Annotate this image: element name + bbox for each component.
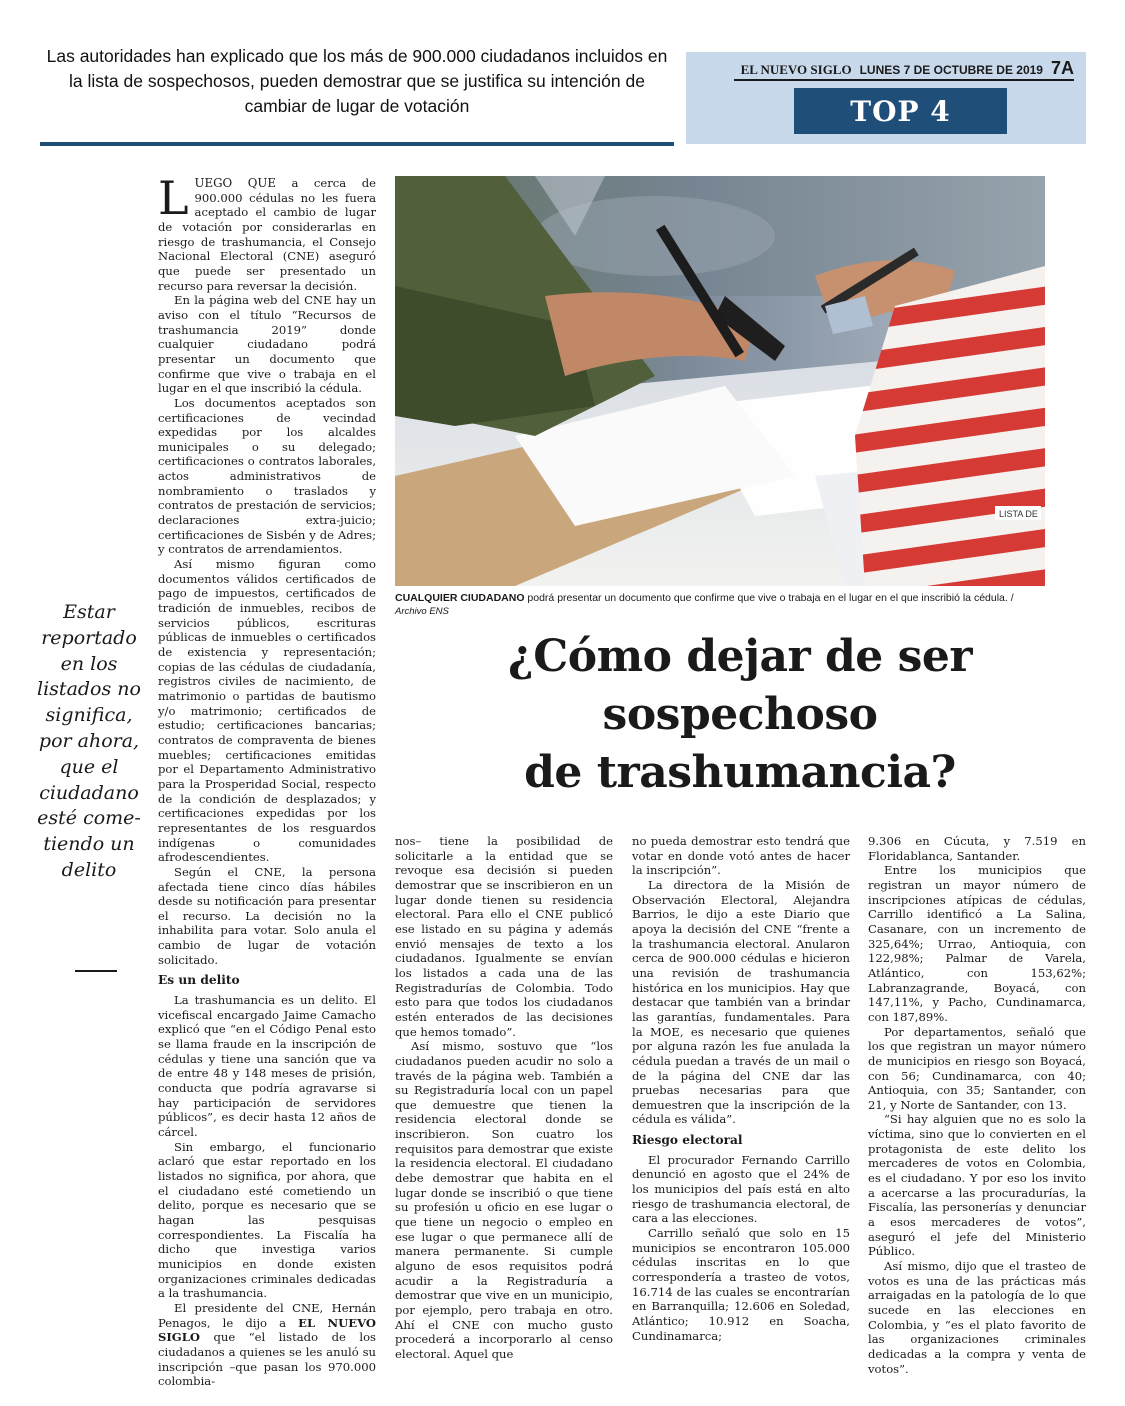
text-span: El presidente del CNE, Hernán Penagos, le dijo a — [158, 1300, 376, 1330]
issue-date: LUNES 7 DE OCTUBRE DE 2019 — [859, 63, 1043, 77]
subhead-es-un-delito: Es un delito — [158, 973, 240, 988]
drop-cap: L — [158, 171, 189, 225]
article-column-3 — [632, 834, 850, 1343]
body-paragraph: El procurador Fernando Carrillo denunció en agosto que el 24% de los municipios del país está en alto riesgo de trashumancia electoral, de cara a las elecciones. — [632, 1152, 850, 1226]
body-paragraph: La directora de la Misión de Observación Electoral, Alejandra Barrios, le dijo a este Diario que apoya la decisión del CNE “frente a la trashumancia electoral. Anularon cerca de 900.000 cédulas e hicieron una revisión de trashumancia histórica en los municipios. Hay que destacar que también van a brindar las garantías, fundamentales. Para la MOE, es necesario que quienes por alguna razón les fue anulada la cédula puedan a través de un mail o de la página del CNE dar las pruebas necesarias para que demuestren que la inscripción de la cédula es válida”. — [632, 877, 850, 1127]
masthead-divider — [734, 79, 1074, 81]
text-span: que “el listado de los ciudadanos a quienes se les anuló su inscripción –que pasan los 970.000 colombia- — [158, 1330, 376, 1389]
headline-line: ¿Cómo dejar de ser — [507, 631, 973, 682]
lead-caps: UEGO QUE — [194, 176, 276, 190]
body-paragraph: Por departamentos, señaló que los que registran un mayor número de municipios en riesgo son Boyacá, con 56; Cundinamarca, con 40; Antioquia, con 35; Santander, con 21, y Norte de Santander, con 13. — [868, 1024, 1086, 1112]
caption-lead: CUALQUIER CIUDADANO — [395, 592, 525, 604]
body-paragraph: 9.306 en Cúcuta, y 7.519 en Floridablanca, Santander. — [868, 834, 1086, 863]
newspaper-name: EL NUEVO SIGLO — [740, 62, 852, 77]
photo-caption — [395, 592, 1085, 618]
article-column-4 — [868, 834, 1086, 1376]
body-paragraph: Entre los municipios que registran un mayor número de inscripciones atípicas de cédulas, Carrillo identificó a La Salina, Casanare, con un incremento de 325,64%; Urrao, Antioquia, con 122,98%; Palmar de Varela, Atlántico, con 153,62%; Labranzagrande, Boyacá, con 147,11%, y Pacho, Cundinamarca, con 187,89%. — [868, 863, 1086, 1024]
photo-illustration — [395, 176, 1045, 586]
article-column-1 — [158, 171, 377, 1389]
article-photo — [395, 176, 1045, 586]
section-badge: TOP 4 — [794, 88, 1007, 134]
body-paragraph: no pueda demostrar esto tendrá que votar en donde votó antes de hacer la inscripción”. — [632, 834, 850, 878]
body-paragraph: Así mismo, dijo que el trasteo de votos es una de las prácticas más arraigadas en la patología de lo que sucede en las elecciones en Colombia, y “es el plato favorito de las organizaciones criminales dedicadas a la compra y venta de votos”. — [868, 1259, 1086, 1376]
body-paragraph: Los documentos aceptados son certificaciones de vecindad expedidas por los alcaldes municipales o su delegado; certificaciones o contratos laborales, actos administrativos de nombramiento o traslados y contratos de prestación de servicios; declaraciones extra-juicio; certificaciones de Sisbén y de Adres; y contratos de arrendamientos. — [158, 395, 376, 557]
body-paragraph: Así mismo, sostuvo que “los ciudadanos pueden acudir no solo a través de la página web. También a su Registraduría local con un papel que demuestre que tienen la residencia electoral donde se inscribieron. Son cuatro los requisitos para demostrar que existe la residencia electoral. El ciudadano debe demostrar que habita en el lugar donde se inscribió o que tiene su profesión u oficio en ese lugar o que tiene un negocio o empleo en ese lugar o que permanece allí de manera permanente. Si cumple alguno de esos requisitos podrá acudir a la Registraduría a demostrar que vive en un municipio, por ejemplo, pero trabaja en otro. Ahí el CNE con mucho gusto procederá a incorporarlo al censo electoral. Aquel que — [395, 1039, 613, 1361]
photo-sheet-label: LISTA DE — [999, 509, 1038, 519]
subhead-riesgo-electoral: Riesgo electoral — [632, 1133, 743, 1148]
body-paragraph: Carrillo señaló que solo en 15 municipios se encontraron 105.000 cédulas inscritas en lo que correspondería a trasteo de votos, 16.714 de las cuales se encontrarían en Barranquilla; 12.606 en Soledad, Atlántico; 10.912 en Soacha, Cundinamarca; — [632, 1226, 850, 1343]
lead-text: a cerca de 900.000 cédulas no les fuera aceptado el cambio de lugar de votación por considerarlas en riesgo de trashumancia, el Consejo Nacional Electoral (CNE) aseguró que puede ser presentado un recurso para reversar la decisión. — [158, 176, 377, 293]
lead-paragraph — [158, 171, 377, 293]
newspaper-mention: EL NUEVO SIGLO — [158, 1315, 376, 1345]
body-paragraph: “Si hay alguien que no es solo la víctima, sino que lo convierten en el protagonista de este delito los mercaderes de votos en Colombia, es el ciudadano. Y por eso los invito a acercarse a las procuradurías, la Fiscalía, las personerías y denunciar a esos mercaderes de votos”, aseguró el jefe del Ministerio Público. — [868, 1112, 1086, 1259]
headline-line: sospechoso — [602, 689, 878, 740]
body-paragraph: Así mismo figuran como documentos válidos certificados de pago de impuestos, certificados de tradición de inmuebles, recibos de servicios públicos, escrituras públicas de inmuebles o certificados de existencia y representación; copias de las cédulas de ciudadanía, registros civiles de nacimiento, de matrimonio o partidas de bautismo y/o matrimonio; certificados de estudio; certificaciones bancarias; contratos de compraventa de bienes muebles; certificaciones emitidas por el Departamento Administrativo para la Prosperidad Social, respecto de la condición de desplazados; y certificaciones expedidas por los representantes de los resguardos indígenas o comunidades afrodescendientes. — [158, 557, 376, 865]
pull-quote: Estar reportado en los listados no significa, por ahora, que el ciudadano esté come-tiendo un delito — [37, 601, 141, 881]
masthead-folio — [734, 58, 1074, 80]
body-paragraph: En la página web del CNE hay un aviso con el título “Recursos de trashumancia 2019” donde cualquier ciudadano podrá presentar un documento que confirme que vive o trabaja en el lugar en el que inscribió la cédula. — [158, 293, 376, 396]
article-column-2 — [395, 834, 613, 1362]
deck-divider — [40, 142, 674, 146]
article-deck: Las autoridades han explicado que los más de 900.000 ciudadanos incluidos en la lista de sospechosos, pueden demostrar que se justifica su intención de cambiar de lugar de votación — [46, 46, 668, 116]
page-title — [440, 628, 1040, 802]
headline-line: de trashumancia? — [524, 747, 956, 798]
pull-quote-rule — [75, 970, 117, 972]
page-number: 7A — [1050, 58, 1074, 78]
photo-credit: Archivo ENS — [395, 606, 449, 617]
body-paragraph: nos– tiene la posibilidad de solicitarle a la entidad que se revoque esa decisión si pueden demostrar que se inscribieron en un lugar donde tienen su residencia electoral. Para ello el CNE publicó ese listado en su página y además envió mensajes de texto a los ciudadanos. Igualmente se envían los listados a cada una de las Registradurías de Colombia. Todo esto para que todos los ciudadanos estén enterados de las decisiones que hemos tomado”. — [395, 834, 613, 1039]
body-paragraph: Sin embargo, el funcionario aclaró que estar reportado en los listados no significa, por ahora, que el ciudadano esté cometiendo un delito, porque es necesario que se hagan las pesquisas correspondientes. La Fiscalía ha dicho que investiga varios municipios en donde existen organizaciones criminales dedicadas a la trashumancia. — [158, 1139, 376, 1301]
body-paragraph: La trashumancia es un delito. El vicefiscal encargado Jaime Camacho explicó que “en el Código Penal esto se llama fraude en la inscripción de cédulas y tiene una sanción que va de entre 48 y 148 meses de prisión, conducta que podría agravarse si hay participación de servidores públicos”, es decir hasta 12 años de cárcel. — [158, 993, 376, 1139]
body-paragraph — [158, 1301, 376, 1389]
caption-text: podrá presentar un documento que confirme que vive o trabaja en el lugar en el que inscribió la cédula. / — [524, 592, 1014, 604]
body-paragraph: Según el CNE, la persona afectada tiene cinco días hábiles desde su notificación para presentar el recurso. La decisión no la inhabilita para votar. Solo anula el cambio de lugar de votación solicitado. — [158, 864, 376, 967]
